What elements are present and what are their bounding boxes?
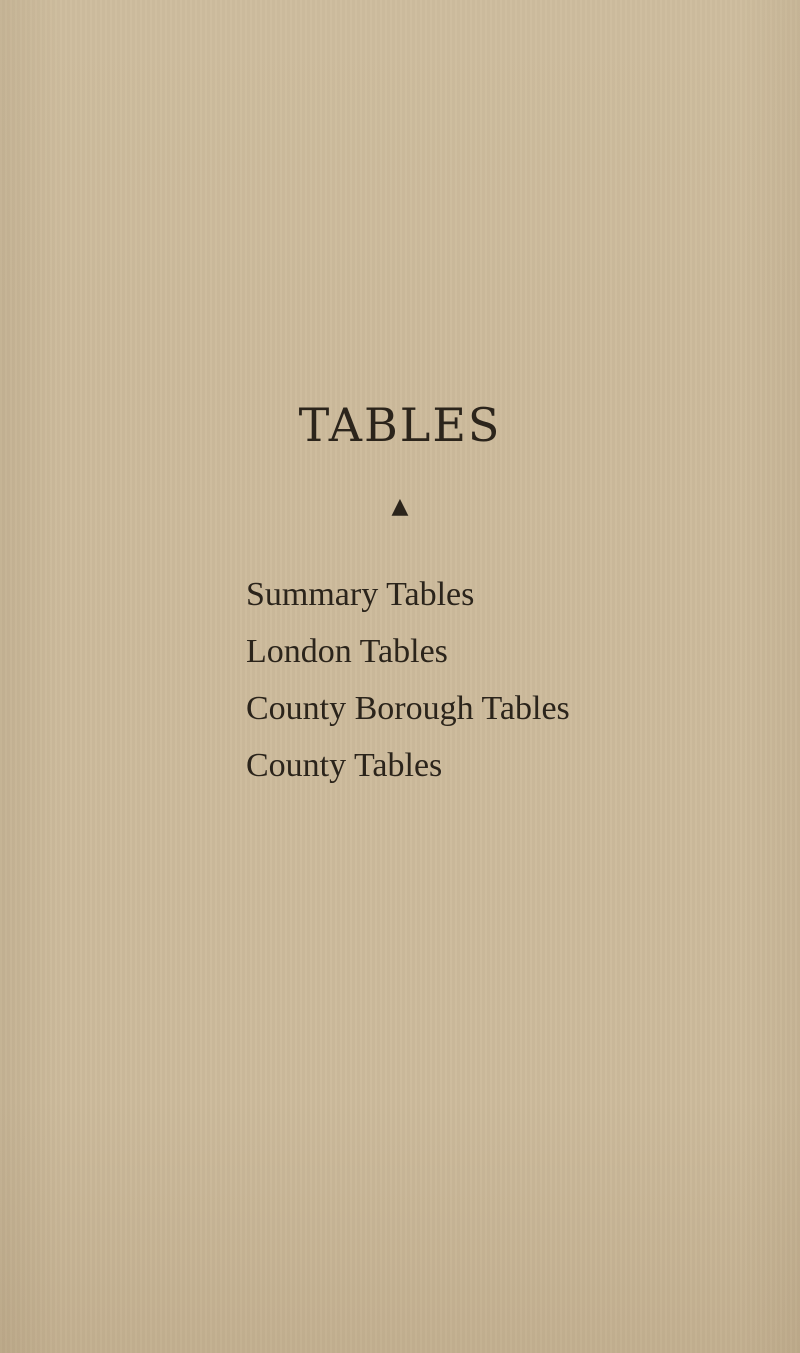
contents-item-county-borough-tables: County Borough Tables	[246, 690, 570, 727]
contents-item-summary-tables: Summary Tables	[246, 576, 475, 613]
page-title: TABLES	[298, 398, 502, 452]
contents-item-london-tables: London Tables	[246, 633, 448, 670]
contents-list	[246, 578, 570, 806]
triangle-ornament-icon: ▲	[391, 494, 409, 519]
contents-item-county-tables: County Tables	[246, 747, 443, 784]
